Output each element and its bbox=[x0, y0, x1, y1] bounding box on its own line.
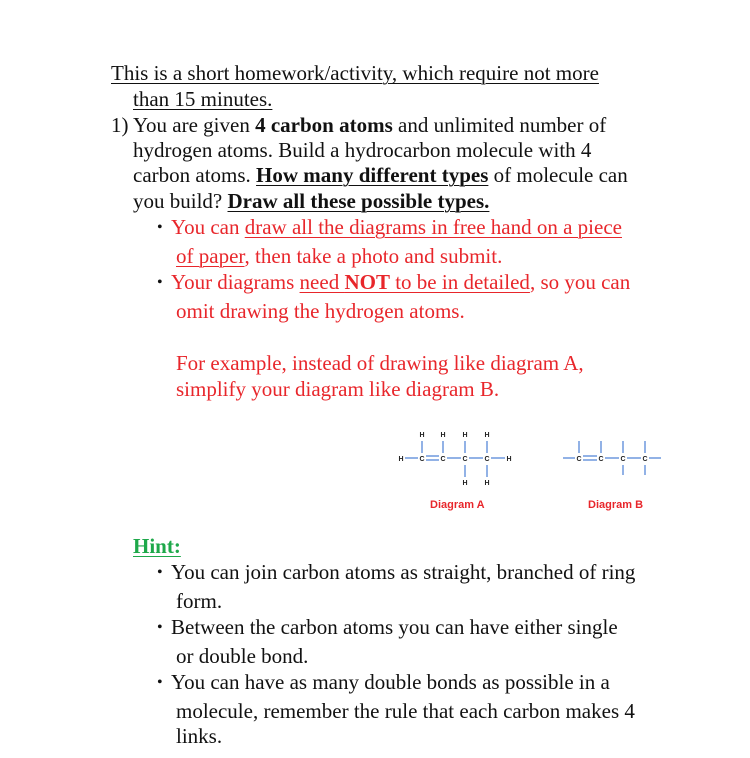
h-atom: H bbox=[462, 480, 468, 487]
h-atom: H bbox=[419, 432, 425, 439]
bullet-dot: • bbox=[157, 674, 163, 691]
h-atom: H bbox=[462, 432, 468, 439]
h-atom: H bbox=[506, 456, 512, 463]
bullet-1-line-1: You can draw all the diagrams in free hand on a piece bbox=[171, 215, 622, 239]
hint-2-line-2: or double bond. bbox=[176, 644, 309, 668]
hint-1-line-2: form. bbox=[176, 589, 223, 613]
diagram-a bbox=[392, 426, 522, 492]
hint-title: Hint: bbox=[133, 534, 181, 558]
bullet-2-line-2: omit drawing the hydrogen atoms. bbox=[176, 299, 465, 323]
example-line-2: simplify your diagram like diagram B. bbox=[176, 377, 500, 401]
question-line-2: hydrogen atoms. Build a hydrocarbon molecule with 4 bbox=[133, 138, 592, 162]
c-atom: C bbox=[620, 456, 626, 463]
c-atom: C bbox=[642, 456, 648, 463]
hint-3-line-3: links. bbox=[176, 724, 223, 748]
c-atom: C bbox=[419, 456, 425, 463]
h-atom: H bbox=[484, 432, 490, 439]
h-atom: H bbox=[484, 480, 490, 487]
intro-line-1: This is a short homework/activity, which require not more bbox=[111, 61, 599, 85]
bullet-dot: • bbox=[157, 619, 163, 636]
bullet-dot: • bbox=[157, 274, 163, 291]
question-line-1: 1) You are given 4 carbon atoms and unlimited number of bbox=[111, 113, 607, 137]
diagram-a-label: Diagram A bbox=[430, 499, 485, 511]
diagram-b bbox=[560, 436, 664, 476]
c-atom: C bbox=[576, 456, 582, 463]
example-line-1: For example, instead of drawing like diagram A, bbox=[176, 351, 584, 375]
c-atom: C bbox=[598, 456, 604, 463]
question-line-4: you build? Draw all these possible types. bbox=[133, 189, 490, 213]
hint-3-line-1: You can have as many double bonds as possible in a bbox=[171, 670, 610, 694]
diagram-b-label: Diagram B bbox=[588, 499, 644, 511]
bullet-1-line-2: of paper, then take a photo and submit. bbox=[176, 244, 503, 268]
bullet-dot: • bbox=[157, 564, 163, 581]
bullet-dot: • bbox=[157, 219, 163, 236]
c-atom: C bbox=[462, 456, 468, 463]
c-atom: C bbox=[440, 456, 446, 463]
hint-3-line-2: molecule, remember the rule that each carbon makes 4 bbox=[176, 699, 635, 723]
intro-line-2: than 15 minutes. bbox=[133, 87, 273, 111]
c-atom: C bbox=[484, 456, 490, 463]
hint-2-line-1: Between the carbon atoms you can have either single bbox=[171, 615, 618, 639]
hint-1-line-1: You can join carbon atoms as straight, branched of ring bbox=[171, 560, 636, 584]
bullet-2-line-1: Your diagrams need NOT to be in detailed, so you can bbox=[171, 270, 631, 294]
h-atom: H bbox=[440, 432, 446, 439]
question-line-3: carbon atoms. How many different types of molecule can bbox=[133, 163, 628, 187]
h-atom: H bbox=[398, 456, 404, 463]
